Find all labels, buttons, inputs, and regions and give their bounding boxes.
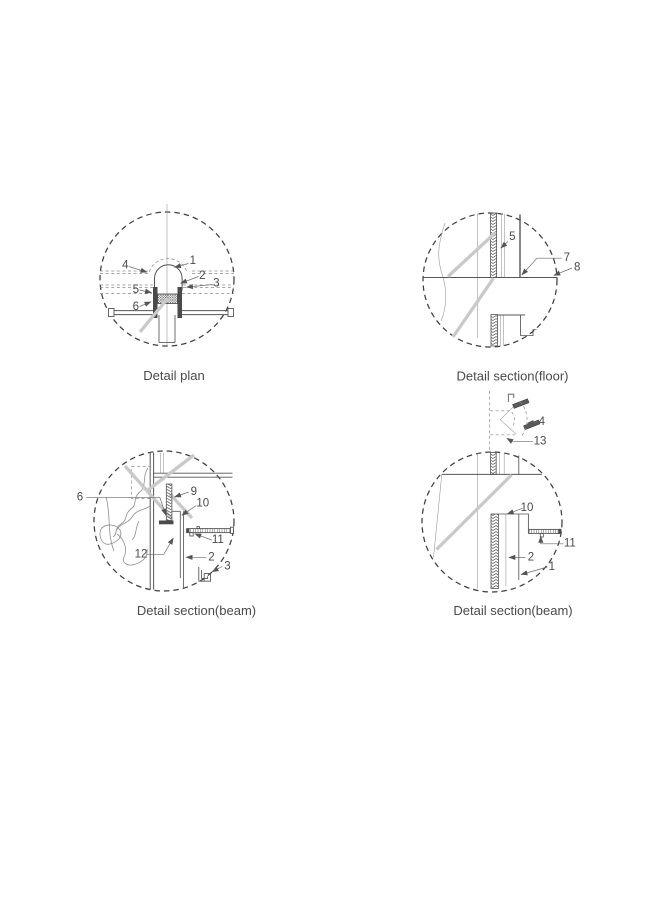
callout-3: 3	[224, 560, 231, 573]
callout-8: 8	[573, 261, 581, 274]
callout-10: 10	[520, 502, 534, 515]
step-profile	[172, 511, 184, 588]
arch-profile	[155, 265, 183, 291]
break-band	[437, 475, 512, 550]
callout-13: 13	[533, 435, 547, 448]
wall-lines-upper	[502, 214, 521, 278]
callout-7: 7	[563, 252, 571, 265]
louver-swing-detail	[489, 391, 546, 451]
gasket-strip-upper	[491, 453, 497, 475]
pivot-bracket	[508, 394, 514, 402]
callout-5: 5	[509, 230, 516, 243]
callout-2: 2	[208, 551, 215, 564]
caption-detail-section-beam-right: Detail section(beam)	[453, 603, 573, 618]
break-curve	[439, 223, 446, 321]
callout-1: 1	[189, 255, 197, 267]
wall-lines-lower	[506, 514, 519, 587]
break-bands	[125, 455, 194, 519]
step-profile	[498, 514, 528, 529]
callout-4: 4	[538, 415, 546, 428]
gasket-strip-lower	[491, 514, 498, 589]
beam-lines	[109, 309, 234, 317]
detail-boundary-circle	[423, 213, 557, 347]
callout-6: 6	[76, 491, 84, 504]
bracket-bar	[187, 527, 234, 536]
gasket-strip-upper	[491, 213, 497, 278]
callout-5: 5	[132, 283, 140, 296]
gasket-strip-lower	[491, 315, 498, 347]
caption-detail-section-floor: Detail section(floor)	[456, 368, 569, 384]
callout-3: 3	[213, 277, 220, 290]
seal-cap-bar	[159, 521, 174, 525]
callout-1: 1	[548, 560, 556, 573]
gasket-strip	[166, 484, 172, 521]
callout-4: 4	[122, 259, 129, 272]
callout-2: 2	[199, 269, 206, 282]
callout-10: 10	[196, 497, 210, 510]
callout-9: 9	[190, 485, 198, 498]
louver-blade-upper	[513, 399, 529, 409]
callout-11: 11	[211, 534, 224, 547]
leaders	[507, 508, 563, 574]
detail-section-beam-left-figure	[77, 451, 256, 618]
callout-12: 12	[134, 548, 148, 561]
callout-2: 2	[527, 551, 535, 564]
leaders	[501, 242, 572, 276]
caption-detail-plan: Detail plan	[143, 368, 205, 383]
bracket-bar	[528, 529, 561, 537]
break-bands	[448, 233, 496, 338]
detail-plan-figure	[100, 204, 234, 383]
callout-11: 11	[563, 537, 576, 550]
detail-section-beam-right-figure	[422, 391, 576, 618]
detail-section-floor-figure	[423, 213, 580, 384]
callout-6: 6	[132, 300, 140, 313]
caption-detail-section-beam-left: Detail section(beam)	[136, 603, 257, 618]
